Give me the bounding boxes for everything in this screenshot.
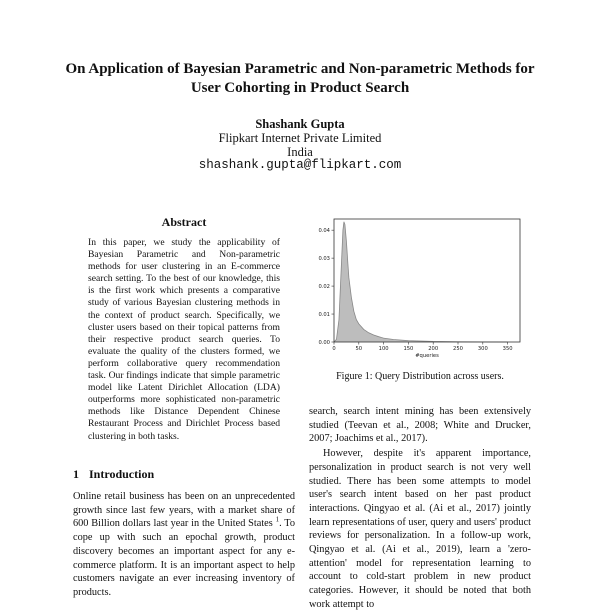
introduction-heading — [73, 467, 154, 482]
section-number: 1 — [73, 467, 79, 481]
intro-text-part-2: . To cope up with such an epochal growth, product discovery becomes an important aspect for any e-commerce platform. It is an important aspect to help customers navigate an ever increasing inventory of products. — [73, 518, 295, 598]
y-tick-label: 0.03 — [318, 255, 330, 262]
abstract-heading: Abstract — [161, 215, 207, 229]
y-tick-label: 0.01 — [318, 311, 330, 318]
author-location: India — [287, 145, 313, 159]
y-tick-label: 0.04 — [318, 227, 330, 234]
section-title: Introduction — [89, 467, 155, 481]
x-tick-label: 250 — [453, 346, 463, 352]
distribution-area — [334, 222, 508, 342]
right-column-text — [309, 405, 531, 612]
plot-frame — [334, 219, 520, 342]
query-distribution-chart — [312, 216, 528, 364]
x-tick-label: 0 — [332, 346, 336, 352]
figure-caption: Figure 1: Query Distribution across users. — [336, 371, 504, 382]
figure-1 — [312, 216, 528, 364]
x-tick-label: 350 — [502, 346, 513, 352]
author-name: Shashank Gupta — [255, 117, 345, 131]
x-tick-label: 300 — [477, 346, 488, 352]
right-paragraph-2: However, despite it's apparent importance, personalization in product search is not very well studied. There has been some attempts to model user's search intent based on her past product interactions. Qingyao et al. (Ai et al., 2017) jointly learn representations of user, query and users' product reviews for personalization. In a follow-up work, Qingyao et al. (Ai et al., 2019), learn a 'zero-attention' model for representation learning to account to cold-start problem in new product categories. However, it should be noted that both work attempt to — [309, 448, 531, 610]
x-tick-label: 200 — [428, 346, 439, 352]
title-line-1: On Application of Bayesian Parametric and Non-parametric Methods for — [65, 61, 535, 77]
right-paragraph-1: search, search intent mining has been extensively studied (Teevan et al., 2008; White and Drucker, 2007; Joachims et al., 2017). — [309, 406, 531, 445]
introduction-paragraph — [73, 490, 295, 600]
x-tick-label: 150 — [403, 346, 414, 352]
x-tick-label: 100 — [378, 346, 389, 352]
footnote-mark: 1 — [275, 515, 280, 524]
x-tick-label: 50 — [355, 346, 363, 352]
y-tick-label: 0.00 — [318, 339, 330, 346]
author-email: shashank.gupta@flipkart.com — [198, 158, 402, 172]
paper-title — [40, 60, 560, 98]
intro-text-part-1: Online retail business has been on an unprecedented growth since last few years, with a market share of 600 Billion dollars last year in the United States — [73, 491, 295, 530]
author-affiliation: Flipkart Internet Private Limited — [218, 131, 382, 145]
y-tick-label: 0.02 — [318, 283, 330, 290]
abstract-text: In this paper, we study the applicability of Bayesian Parametric and Non-parametric methods for user clustering in an E-commerce search setting. To the best of our knowledge, this is the first work which presents a comparative study of various Bayesian clustering methods in the context of product search. Specifically, we cluster users based on their topical patterns from their respective product search queries. To evaluate the quality of the clusters formed, we perform collaborative query recommendation task. Our findings indicate that simple parametric model like Latent Dirichlet Allocation (LDA) outperforms more sophisticated non-parametric methods like Distance Dependent Chinese Restaurant Process and Dirichlet Process based clustering in both tasks. — [88, 237, 280, 442]
x-axis-label: #queries — [415, 353, 439, 359]
title-line-2: User Cohorting in Product Search — [190, 80, 410, 96]
distribution-line — [334, 222, 508, 342]
